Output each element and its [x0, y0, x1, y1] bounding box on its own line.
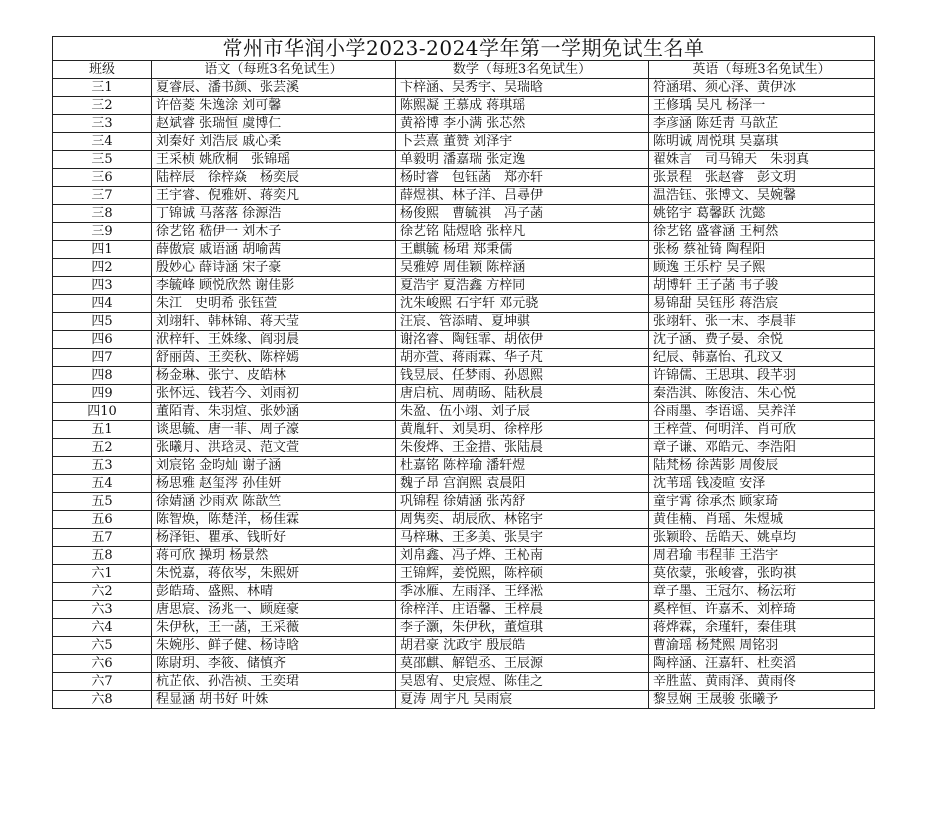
table-row [53, 133, 875, 151]
math-cell: 魏子昂 宫润熙 袁晨阳 [396, 475, 649, 493]
table-row [53, 601, 875, 619]
english-cell: 张杨 蔡祉锜 陶程阳 [649, 241, 875, 259]
table-row [53, 403, 875, 421]
chinese-cell: 许倍菱 朱逸涂 刘可馨 [152, 97, 396, 115]
chinese-cell: 赵斌睿 张瑞恒 虞博仁 [152, 115, 396, 133]
chinese-cell: 夏睿辰、潘书颜、张芸溪 [152, 79, 396, 97]
chinese-cell: 殷妙心 薛诗涵 宋子豪 [152, 259, 396, 277]
chinese-cell: 杨思雅 赵玺涔 孙佳妍 [152, 475, 396, 493]
math-cell: 徐梓洋、庄语馨、王梓晨 [396, 601, 649, 619]
english-cell: 陶梓涵、汪嘉轩、杜奕滔 [649, 655, 875, 673]
chinese-cell: 朱婉彤、鲜子健、杨诗晗 [152, 637, 396, 655]
chinese-cell: 丁锦诚 马落落 徐源浩 [152, 205, 396, 223]
class-cell: 五5 [53, 493, 152, 511]
header-math: 数学（每班3名免试生） [396, 61, 649, 79]
chinese-cell: 刘宸铭 金昀灿 谢子涵 [152, 457, 396, 475]
table-row [53, 115, 875, 133]
english-cell: 胡博轩 王子菡 韦子骏 [649, 277, 875, 295]
math-cell: 马梓琳、王多美、张昊宇 [396, 529, 649, 547]
table-row [53, 385, 875, 403]
table-row [53, 583, 875, 601]
math-cell: 周隽奕、胡辰欣、林铭宇 [396, 511, 649, 529]
chinese-cell: 杭芷依、孙浩祯、王奕珺 [152, 673, 396, 691]
english-cell: 符涵珺、须心泽、黄伊冰 [649, 79, 875, 97]
header-chinese: 语文（每班3名免试生） [152, 61, 396, 79]
class-cell: 三1 [53, 79, 152, 97]
class-cell: 六7 [53, 673, 152, 691]
class-cell: 六1 [53, 565, 152, 583]
class-cell: 四5 [53, 313, 152, 331]
english-cell: 温浩钰、张博文、吴婉馨 [649, 187, 875, 205]
title-row [53, 37, 875, 61]
table-row [53, 439, 875, 457]
table-row [53, 637, 875, 655]
header-english: 英语（每班3名免试生） [649, 61, 875, 79]
table-row [53, 241, 875, 259]
table-row [53, 367, 875, 385]
math-cell: 陈熙凝 王慕成 蒋琪瑶 [396, 97, 649, 115]
english-cell: 秦浩淇、陈俊洁、朱心悦 [649, 385, 875, 403]
table-row [53, 205, 875, 223]
chinese-cell: 徐婧涵 沙雨欢 陈歆竺 [152, 493, 396, 511]
chinese-cell: 朱悦嘉，蒋依岑，朱熙妍 [152, 565, 396, 583]
chinese-cell: 薛傲宸 戚语涵 胡喻茜 [152, 241, 396, 259]
english-cell: 李彦涵 陈廷靑 马歆芷 [649, 115, 875, 133]
table-row [53, 421, 875, 439]
math-cell: 朱俊烨、王金措、张陆晨 [396, 439, 649, 457]
class-cell: 四9 [53, 385, 152, 403]
chinese-cell: 洑梓轩、王姝缘、阎羽晨 [152, 331, 396, 349]
table-row [53, 295, 875, 313]
english-cell: 曹渝瑶 杨梵熙 周铭羽 [649, 637, 875, 655]
math-cell: 钱昱辰、任梦雨、孙恩熙 [396, 367, 649, 385]
math-cell: 夏涛 周宇凡 吴雨宸 [396, 691, 649, 709]
class-cell: 五3 [53, 457, 152, 475]
class-cell: 三5 [53, 151, 152, 169]
english-cell: 周君瑜 韦程菲 王浩宇 [649, 547, 875, 565]
english-cell: 张翊轩、张一末、李晨菲 [649, 313, 875, 331]
class-cell: 四1 [53, 241, 152, 259]
table-row [53, 313, 875, 331]
math-cell: 吴恩宥、史宸煜、陈佳之 [396, 673, 649, 691]
english-cell: 徐艺铭 盛睿涵 王柯然 [649, 223, 875, 241]
math-cell: 王麒毓 杨珺 郑秉儒 [396, 241, 649, 259]
math-cell: 朱盈、伍小翊、刘子辰 [396, 403, 649, 421]
english-cell: 纪辰、韩嘉怡、孔玟又 [649, 349, 875, 367]
class-cell: 六4 [53, 619, 152, 637]
english-cell: 翟姝言 司马锦天 朱羽真 [649, 151, 875, 169]
english-cell: 姚铭宇 葛馨跃 沈懿 [649, 205, 875, 223]
table-row [53, 169, 875, 187]
class-cell: 六8 [53, 691, 152, 709]
class-cell: 三9 [53, 223, 152, 241]
chinese-cell: 谈思毓、唐一菲、周子濠 [152, 421, 396, 439]
class-cell: 三6 [53, 169, 152, 187]
english-cell: 王修瑀 吴凡 杨泽一 [649, 97, 875, 115]
english-cell: 奚梓恒、许嘉禾、刘梓琦 [649, 601, 875, 619]
english-cell: 童宇霄 徐承杰 顾家琦 [649, 493, 875, 511]
table-row [53, 691, 875, 709]
class-cell: 五4 [53, 475, 152, 493]
english-cell: 黄佳楠、肖瑶、朱煜城 [649, 511, 875, 529]
math-cell: 卞梓涵、吴秀宇、吴瑞晗 [396, 79, 649, 97]
class-cell: 四6 [53, 331, 152, 349]
table-row [53, 187, 875, 205]
chinese-cell: 刘翊轩、韩林锦、蒋天莹 [152, 313, 396, 331]
math-cell: 杨时睿 包钰菡 郑亦轩 [396, 169, 649, 187]
table-row [53, 655, 875, 673]
math-cell: 胡君豪 沈政宇 殷辰皓 [396, 637, 649, 655]
class-cell: 五6 [53, 511, 152, 529]
table-row [53, 673, 875, 691]
math-cell: 刘帛鑫、冯子烨、王杺南 [396, 547, 649, 565]
english-cell: 陆梵杨 徐茜影 周俊辰 [649, 457, 875, 475]
chinese-cell: 李毓峰 顾悦欣然 谢佳影 [152, 277, 396, 295]
chinese-cell: 舒丽茵、王奕秋、陈梓嫣 [152, 349, 396, 367]
english-cell: 章子谦、邓皓元、李浩阳 [649, 439, 875, 457]
chinese-cell: 陈尉玥、李筱、储慎齐 [152, 655, 396, 673]
math-cell: 季冰雁、左雨泽、王绎淞 [396, 583, 649, 601]
class-cell: 五7 [53, 529, 152, 547]
chinese-cell: 陈智焕，陈楚洋，杨佳霖 [152, 511, 396, 529]
math-cell: 谢洺睿、陶钰霏、胡依伊 [396, 331, 649, 349]
class-cell: 四3 [53, 277, 152, 295]
math-cell: 唐启杭、周萌旸、陆秋晨 [396, 385, 649, 403]
math-cell: 沈朱峻熙 石宇轩 邓元骁 [396, 295, 649, 313]
math-cell: 薛煜祺、林子洋、吕尋伊 [396, 187, 649, 205]
english-cell: 章子墨、王冠尔、杨沄珩 [649, 583, 875, 601]
math-cell: 巩锦程 徐婧涵 张芮舒 [396, 493, 649, 511]
english-cell: 莫依蒙，张峻睿，张昀祺 [649, 565, 875, 583]
class-cell: 六5 [53, 637, 152, 655]
sheet-title: 常州市华润小学2023-2024学年第一学期免试生名单 [53, 37, 875, 61]
class-cell: 三3 [53, 115, 152, 133]
class-cell: 六3 [53, 601, 152, 619]
table-row [53, 331, 875, 349]
math-cell: 黄胤轩、刘昊玥、徐梓彤 [396, 421, 649, 439]
table-row [53, 457, 875, 475]
class-cell: 六2 [53, 583, 152, 601]
math-cell: 黄裕博 李小满 张芯然 [396, 115, 649, 133]
class-cell: 三8 [53, 205, 152, 223]
math-cell: 吴雅婷 周佳颖 陈梓涵 [396, 259, 649, 277]
class-cell: 四7 [53, 349, 152, 367]
table-row [53, 493, 875, 511]
class-cell: 三2 [53, 97, 152, 115]
chinese-cell: 王宇睿、倪雅妍、蒋奕凡 [152, 187, 396, 205]
chinese-cell: 朱江 史明希 张钰萱 [152, 295, 396, 313]
english-cell: 许锦儒、王思琪、段芊羽 [649, 367, 875, 385]
table-row [53, 529, 875, 547]
table-body [53, 79, 875, 709]
class-cell: 六6 [53, 655, 152, 673]
table-row [53, 97, 875, 115]
class-cell: 五1 [53, 421, 152, 439]
table-row [53, 223, 875, 241]
table-row [53, 475, 875, 493]
english-cell: 陈明诚 周悦琪 吴嘉琪 [649, 133, 875, 151]
table-row [53, 79, 875, 97]
chinese-cell: 董陌青、朱羽煊、张妙涵 [152, 403, 396, 421]
table-row [53, 619, 875, 637]
header-class: 班级 [53, 61, 152, 79]
class-cell: 五2 [53, 439, 152, 457]
math-cell: 单毅明 潘嘉瑞 张定逸 [396, 151, 649, 169]
chinese-cell: 唐思宸、汤兆一、顾庭豪 [152, 601, 396, 619]
math-cell: 夏浩宇 夏浩鑫 方梓同 [396, 277, 649, 295]
math-cell: 卜芸熹 董赞 刘泽宇 [396, 133, 649, 151]
chinese-cell: 杨泽钜、瞿承、钱昕好 [152, 529, 396, 547]
english-cell: 沈苇瑶 钱凌暄 安泽 [649, 475, 875, 493]
math-cell: 徐艺铭 陆煜晗 张梓凡 [396, 223, 649, 241]
english-cell: 王梓萱、何明洋、肖可欣 [649, 421, 875, 439]
table-row [53, 259, 875, 277]
class-cell: 四4 [53, 295, 152, 313]
chinese-cell: 朱伊秋，王一菡，王采薇 [152, 619, 396, 637]
english-cell: 蒋烨霖，余瑾轩，秦佳琪 [649, 619, 875, 637]
class-cell: 四10 [53, 403, 152, 421]
chinese-cell: 程显涵 胡书好 叶姝 [152, 691, 396, 709]
english-cell: 辛胜蓝、黄雨泽、黄雨佟 [649, 673, 875, 691]
header-row [53, 61, 875, 79]
class-cell: 五8 [53, 547, 152, 565]
exemption-table [52, 36, 875, 709]
chinese-cell: 张曦月、洪琀灵、范文萱 [152, 439, 396, 457]
chinese-cell: 刘秦好 刘浩辰 戚心柔 [152, 133, 396, 151]
exemption-list-sheet [52, 36, 874, 709]
chinese-cell: 彭皓琦、盛熙、林晴 [152, 583, 396, 601]
chinese-cell: 蒋可欣 操玥 杨景然 [152, 547, 396, 565]
class-cell: 三4 [53, 133, 152, 151]
math-cell: 杜嘉铭 陈梓瑜 潘轩煜 [396, 457, 649, 475]
chinese-cell: 陆梓辰 徐梓焱 杨奕辰 [152, 169, 396, 187]
table-row [53, 565, 875, 583]
chinese-cell: 杨金琳、张宁、皮皓林 [152, 367, 396, 385]
math-cell: 王锦辉，姜悦熙，陈梓硕 [396, 565, 649, 583]
class-cell: 四2 [53, 259, 152, 277]
english-cell: 张颖聆、岳皓天、姚卓均 [649, 529, 875, 547]
english-cell: 顾逸 王乐柠 吴子熙 [649, 259, 875, 277]
table-row [53, 511, 875, 529]
math-cell: 莫邵麒、解铠丞、王辰源 [396, 655, 649, 673]
table-row [53, 151, 875, 169]
english-cell: 张景程 张赵睿 彭文玥 [649, 169, 875, 187]
table-row [53, 349, 875, 367]
english-cell: 黎昱娴 王晟骏 张曦予 [649, 691, 875, 709]
math-cell: 杨俊熙 曹毓祺 冯子菡 [396, 205, 649, 223]
table-row [53, 547, 875, 565]
english-cell: 沈子涵、费子晏、余悦 [649, 331, 875, 349]
english-cell: 易锦甜 吴钰彤 蒋浩宸 [649, 295, 875, 313]
english-cell: 谷雨墨、李语谣、吴养洋 [649, 403, 875, 421]
chinese-cell: 张怀远、钱若今、刘雨初 [152, 385, 396, 403]
table-row [53, 277, 875, 295]
math-cell: 胡亦萱、蒋雨霖、华子芃 [396, 349, 649, 367]
chinese-cell: 王采桢 姚欣桐 张锦瑶 [152, 151, 396, 169]
class-cell: 四8 [53, 367, 152, 385]
chinese-cell: 徐艺铭 嵇伊一 刘木子 [152, 223, 396, 241]
math-cell: 汪宸、管添晴、夏坤骐 [396, 313, 649, 331]
math-cell: 李子灏，朱伊秋，董煊琪 [396, 619, 649, 637]
class-cell: 三7 [53, 187, 152, 205]
